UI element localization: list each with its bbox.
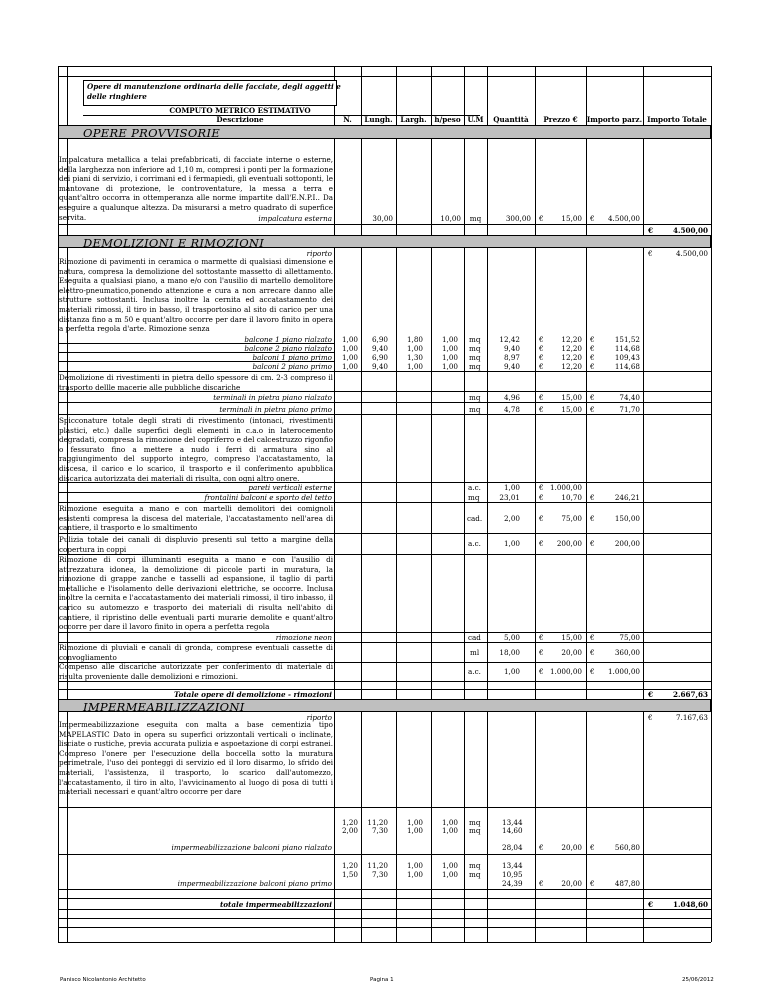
row-label: balconi 1 piano primo <box>252 353 332 362</box>
cell-qta: 23,01 <box>499 493 520 502</box>
cell-lungh: 9,40 <box>371 362 388 371</box>
cell-hpeso: 1,00 <box>441 818 458 827</box>
cell-lungh: 6,90 <box>371 353 388 362</box>
col-hpeso: h/peso <box>434 115 461 124</box>
euro-sign: € <box>590 539 595 548</box>
descr-pulizia-canali: Pulizia totale dei canali di displuvio presenti sul tetto a margine della copertura in coppi <box>59 535 333 554</box>
cell-um: cad <box>468 633 481 642</box>
col-um: U.M <box>467 115 484 124</box>
cell-parz: 200,00 <box>614 539 640 548</box>
col-largh: Largh. <box>400 115 427 124</box>
euro-sign: € <box>539 353 544 362</box>
cell-um: mq <box>469 344 481 353</box>
descr-rimozione-pavimenti: Rimozione di pavimenti in ceramica o marmette di qualsiasi dimensione e natura, compresa la demolizione del sottostante massetto di allettamento. Eseguita a qualsiasi piano, a mano e/o con l'ausilio di martello demolitore elettro-pneumatico,ponendo attenzione e cura a non arrecare danno alle strutture sottostanti. Inclusa inoltre la cernita ed accatastamento dei materiali rimossi, il tiro in basso, il trasportosino al sito di carico per una distanza fino a m 50 e quant'altro occorre per dare il lavoro finito in opera a perfetta regola d'arte. Rimozione senza <box>59 257 333 333</box>
cell-lungh: 30,00 <box>372 214 393 223</box>
cell-prezzo: 15,00 <box>561 393 582 402</box>
cell-prezzo: 20,00 <box>561 879 582 888</box>
cell-um: mq <box>469 362 481 371</box>
cell-prezzo: 15,00 <box>561 214 582 223</box>
cell-um: mq <box>469 826 481 835</box>
cell-qta: 2,00 <box>503 514 520 523</box>
descr-demolizione-rivestimenti: Demolizione di rivestimenti in pietra dello spessore di cm. 2-3 compreso il trasporto dellle macerie alle pubbliche discariche <box>59 373 333 392</box>
cell-um: mq <box>469 405 481 414</box>
cell-qta-total: 28,04 <box>502 843 523 852</box>
cell-lungh: 7,30 <box>371 870 388 879</box>
descr-impermeabilizzazione: Impermeabilizzazione eseguita con malta a base cementizia tipo MAPELASTIC Dato in opera su superfici orizzontali verticali o inclinate, lisciate o rustiche, previa accurata pulizia e aspoetazione di corpi estranei. Compreso l'onere per l'esecuzione della boccella sotto la muratura perimetrale, l'uso dei ponteggi di servizio ed il loro disarmo, lo sfrido dei materiali, l'assistenza, il trasporto, lo scarico dall'automezzo, l'accatastamento, il tiro in alto, l'avvicinamento al luogo di posa di tutti i materiali necessari e quant'altro occorre per dare <box>59 720 333 797</box>
cell-parz: 114,68 <box>614 344 640 353</box>
cell-largh: 1,30 <box>406 353 423 362</box>
euro-sign: € <box>539 843 544 852</box>
cell-lungh: 7,30 <box>371 826 388 835</box>
cell-largh: 1,00 <box>406 362 423 371</box>
euro-sign: € <box>590 648 595 657</box>
row-label: frontalini balconi e sporto del tetto <box>204 493 332 502</box>
cell-lungh: 11,20 <box>367 861 388 870</box>
descr-rimozione-comignoli: Rimozione eseguita a mano e con martelli demolitori dei comignoli esistenti compresa la discesa del materiale, l'accatastamento nell'area di cantiere, il trasporto e lo smaltimento <box>59 504 333 533</box>
cell-um: a.c. <box>468 667 481 676</box>
footer-date: 25/06/2012 <box>682 977 714 983</box>
riporto-value: 7.167,63 <box>675 713 708 722</box>
descr-rimozione-corpi-illuminanti: Rimozione di corpi illuminanti eseguita a mano e con l'ausilio di attrezzatura idonea, la demolizione di piccole parti in muratura, la rimozione di grappe zanche e tasselli ad espansione, il taglio di parti metalliche e l'isolamento delle derivazioni elettriche, se occorre. Inclusa inoltre la cernita e l'accatastamento dei materiali rimossi, il tiro inbasso, il carico su automezzo e trasporto dei materiali di risulta nell'abito di cantiere, il ripristino delle eventuali parti murarie demolite e quant'altro occorre per dare il lavoro finito in opera a perfetta regola <box>59 555 333 631</box>
euro-sign: € <box>539 214 544 223</box>
cell-hpeso: 1,00 <box>441 870 458 879</box>
cell-largh: 1,80 <box>406 335 423 344</box>
cell-hpeso: 1,00 <box>441 826 458 835</box>
cell-lungh: 11,20 <box>367 818 388 827</box>
euro-sign: € <box>539 362 544 371</box>
cell-parz: 487,80 <box>614 879 640 888</box>
cell-um: a.c. <box>468 483 481 492</box>
document-subtitle: COMPUTO METRICO ESTIMATIVO <box>169 106 311 115</box>
euro-sign: € <box>539 879 544 888</box>
cell-parz: 360,00 <box>614 648 640 657</box>
row-label: terminali in pietra piano primo <box>219 405 332 414</box>
cell-um: mq <box>469 214 482 223</box>
euro-sign: € <box>590 353 595 362</box>
cell-um: a.c. <box>468 539 481 548</box>
cell-n: 1,00 <box>341 344 358 353</box>
cell-prezzo: 75,00 <box>561 514 582 523</box>
euro-sign: € <box>648 690 654 699</box>
cell-prezzo: 20,00 <box>561 843 582 852</box>
cell-hpeso: 1,00 <box>441 335 458 344</box>
cell-hpeso: 10,00 <box>440 214 461 223</box>
total-impermeabilizzazioni: 1.048,60 <box>672 900 708 909</box>
cell-prezzo: 20,00 <box>561 648 582 657</box>
cell-parz: 109,43 <box>614 353 640 362</box>
row-label: terminali in pietra piano rialzato <box>213 393 332 402</box>
euro-sign: € <box>539 335 544 344</box>
cell-um: ml <box>470 648 480 657</box>
euro-sign: € <box>539 514 544 523</box>
cell-n: 1,20 <box>341 861 358 870</box>
euro-sign: € <box>590 843 595 852</box>
cell-largh: 1,00 <box>406 344 423 353</box>
euro-sign: € <box>590 667 595 676</box>
total-demolizioni-label: Totale opere di demolizione - rimozioni <box>174 690 332 699</box>
cell-qta: 9,40 <box>503 344 520 353</box>
cell-parz: 560,80 <box>614 843 640 852</box>
cell-n: 1,00 <box>341 353 358 362</box>
cell-largh: 1,00 <box>406 870 423 879</box>
cell-qta: 12,42 <box>499 335 520 344</box>
cell-qta: 14,60 <box>502 826 523 835</box>
cell-lungh: 6,90 <box>371 335 388 344</box>
cell-prezzo: 10,70 <box>561 493 582 502</box>
cell-um: mq <box>468 493 480 502</box>
cell-prezzo: 1.000,00 <box>549 483 582 492</box>
cell-um: mq <box>469 818 481 827</box>
cell-um: mq <box>469 393 481 402</box>
cell-qta: 13,44 <box>502 818 523 827</box>
col-descrizione: Descrizione <box>216 115 264 124</box>
cell-largh: 1,00 <box>406 826 423 835</box>
cell-qta: 8,97 <box>503 353 520 362</box>
cell-hpeso: 1,00 <box>441 362 458 371</box>
cell-largh: 1,00 <box>406 861 423 870</box>
cell-qta-total: 24,39 <box>502 879 523 888</box>
euro-sign: € <box>648 900 654 909</box>
cell-prezzo: 12,20 <box>561 335 582 344</box>
cell-qta: 1,00 <box>503 483 520 492</box>
cell-lungh: 9,40 <box>371 344 388 353</box>
col-importo-totale: Importo Totale <box>647 115 707 124</box>
euro-sign: € <box>539 344 544 353</box>
euro-sign: € <box>590 493 595 502</box>
label-impalcatura: impalcatura esterna <box>258 214 332 223</box>
euro-sign: € <box>539 493 544 502</box>
cell-qta: 9,40 <box>503 362 520 371</box>
cell-parz: 74,40 <box>619 393 640 402</box>
cell-qta: 18,00 <box>499 648 520 657</box>
euro-sign: € <box>590 633 595 642</box>
cell-qta: 13,44 <box>502 861 523 870</box>
col-importo-parz: Importo parz. <box>586 115 643 124</box>
row-label: balcone 1 piano rialzato <box>244 335 332 344</box>
cell-hpeso: 1,00 <box>441 861 458 870</box>
cell-um: mq <box>469 335 481 344</box>
cell-prezzo: 15,00 <box>561 633 582 642</box>
row-label: balconi 2 piano primo <box>252 362 332 371</box>
cell-largh: 1,00 <box>406 818 423 827</box>
row-label: balcone 2 piano rialzato <box>244 344 332 353</box>
cell-parz: 75,00 <box>619 633 640 642</box>
cell-parz: 4.500,00 <box>607 214 640 223</box>
col-lungh: Lungh. <box>364 115 393 124</box>
cell-n: 1,20 <box>341 818 358 827</box>
riporto-label: riporto <box>306 249 332 258</box>
total-demolizioni: 2.667,63 <box>672 690 708 699</box>
section-header-opere-provvisorie: OPERE PROVVISORIE <box>58 125 711 139</box>
euro-sign: € <box>590 344 595 353</box>
project-title-line2: delle ringhiere <box>87 92 147 101</box>
cell-parz: 246,21 <box>614 493 640 502</box>
euro-sign: € <box>539 539 544 548</box>
cell-um: mq <box>469 870 481 879</box>
euro-sign: € <box>590 405 595 414</box>
total-opere-provvisorie: 4.500,00 <box>672 226 708 235</box>
cell-parz: 114,68 <box>614 362 640 371</box>
euro-sign: € <box>590 214 595 223</box>
cell-parz: 151,52 <box>614 335 640 344</box>
cell-qta: 1,00 <box>503 539 520 548</box>
euro-sign: € <box>648 226 654 235</box>
euro-sign: € <box>539 393 544 402</box>
euro-sign: € <box>539 405 544 414</box>
euro-sign: € <box>648 713 653 722</box>
cell-um: mq <box>469 353 481 362</box>
cell-hpeso: 1,00 <box>441 353 458 362</box>
cell-hpeso: 1,00 <box>441 344 458 353</box>
cell-parz: 71,70 <box>619 405 640 414</box>
cell-prezzo: 12,20 <box>561 353 582 362</box>
cell-prezzo: 15,00 <box>561 405 582 414</box>
total-impermeabilizzazioni-label: totale impermeabilizzazioni <box>219 900 332 909</box>
cell-qta: 4,96 <box>503 393 520 402</box>
cell-n: 1,00 <box>341 335 358 344</box>
cell-qta: 300,00 <box>505 214 531 223</box>
cell-prezzo: 200,00 <box>556 539 582 548</box>
col-quantita: Quantità <box>493 115 529 124</box>
cell-n: 2,00 <box>341 826 358 835</box>
section-header-impermeabilizzazioni: IMPERMEABILIZZAZIONI <box>58 699 711 712</box>
riporto-label: riporto <box>306 713 332 722</box>
euro-sign: € <box>539 648 544 657</box>
cell-prezzo: 12,20 <box>561 344 582 353</box>
cell-prezzo: 1.000,00 <box>549 667 582 676</box>
footer-author: Panisco Nicolantonio Architetto <box>60 977 146 983</box>
cell-qta: 5,00 <box>503 633 520 642</box>
euro-sign: € <box>539 633 544 642</box>
cell-qta: 10,95 <box>502 870 523 879</box>
col-prezzo: Prezzo € <box>543 115 578 124</box>
cell-n: 1,00 <box>341 362 358 371</box>
cell-n: 1,50 <box>341 870 358 879</box>
col-n: N. <box>343 115 352 124</box>
descr-impalcatura: Impalcatura metallica a telai prefabbricati, di facciate interne o esterne, della larghezza non inferiore ad 1,10 m, compresi i ponti per la formazione dei piani di servizio, i corrimani ed i fermapiedi, gli eventuali sottoponti, le mantovane di protezione, le controventature, la messa a terra e quant'altro occorra in ottemperanza alle norme impartite dall'E.N.P.I.. Da eseguire a qualunque altezza. Da misurarsi a metro quadrato di superfice servita. <box>59 155 333 222</box>
cell-prezzo: 12,20 <box>561 362 582 371</box>
euro-sign: € <box>590 362 595 371</box>
footer-page: Pagina 1 <box>370 977 394 983</box>
cell-qta: 1,00 <box>503 667 520 676</box>
euro-sign: € <box>590 335 595 344</box>
euro-sign: € <box>539 667 544 676</box>
riporto-value: 4.500,00 <box>675 249 708 258</box>
euro-sign: € <box>590 879 595 888</box>
euro-sign: € <box>590 514 595 523</box>
euro-sign: € <box>539 483 544 492</box>
euro-sign: € <box>590 393 595 402</box>
descr-compenso-discariche: Compenso alle discariche autorizzate per conferimento di materiale di risulta proveniente dalle demolizioni e rimozioni. <box>59 662 333 681</box>
row-label: pareti verticali esterne <box>248 483 332 492</box>
cell-um: mq <box>469 861 481 870</box>
euro-sign: € <box>648 249 653 258</box>
cell-um: cad. <box>467 514 483 523</box>
section-header-demolizioni: DEMOLIZIONI E RIMOZIONI <box>58 235 711 248</box>
cell-parz: 1.000,00 <box>607 667 640 676</box>
row-label: rimozione neon <box>275 633 332 642</box>
descr-rimozione-pluviali: Rimozione di pluviali e canali di gronda, comprese eventuali cassette di convogliamento <box>59 643 333 662</box>
project-title-line1: Opere di manutenzione ordinaria delle facciate, degli aggetti e <box>87 82 341 91</box>
cell-parz: 150,00 <box>614 514 640 523</box>
descr-spicconature: Spicconature totale degli strati di rivestimento (intonaci, rivestimenti plastici, etc.) dalle superfici degli elementi in c.a.o in laterocemento degradati, compresa la rimozione del copriferro e del calcestruzzo rigonfio o fessurato fino a mettere a nudo i ferri di armatura sino al raggiungimento del supporto integro, compreso l'accatastamento, la discesa, il carico e lo scarico, il trasporto e il conferimento apubblica discarica autorizzata dei materiali di risulta, con ogni altro onere. <box>59 416 333 483</box>
row-label: impermeabilizzazione balconi piano primo <box>177 879 332 888</box>
row-label: impermeabilizzazione balconi piano rialzato <box>171 843 332 852</box>
cell-qta: 4,78 <box>503 405 520 414</box>
